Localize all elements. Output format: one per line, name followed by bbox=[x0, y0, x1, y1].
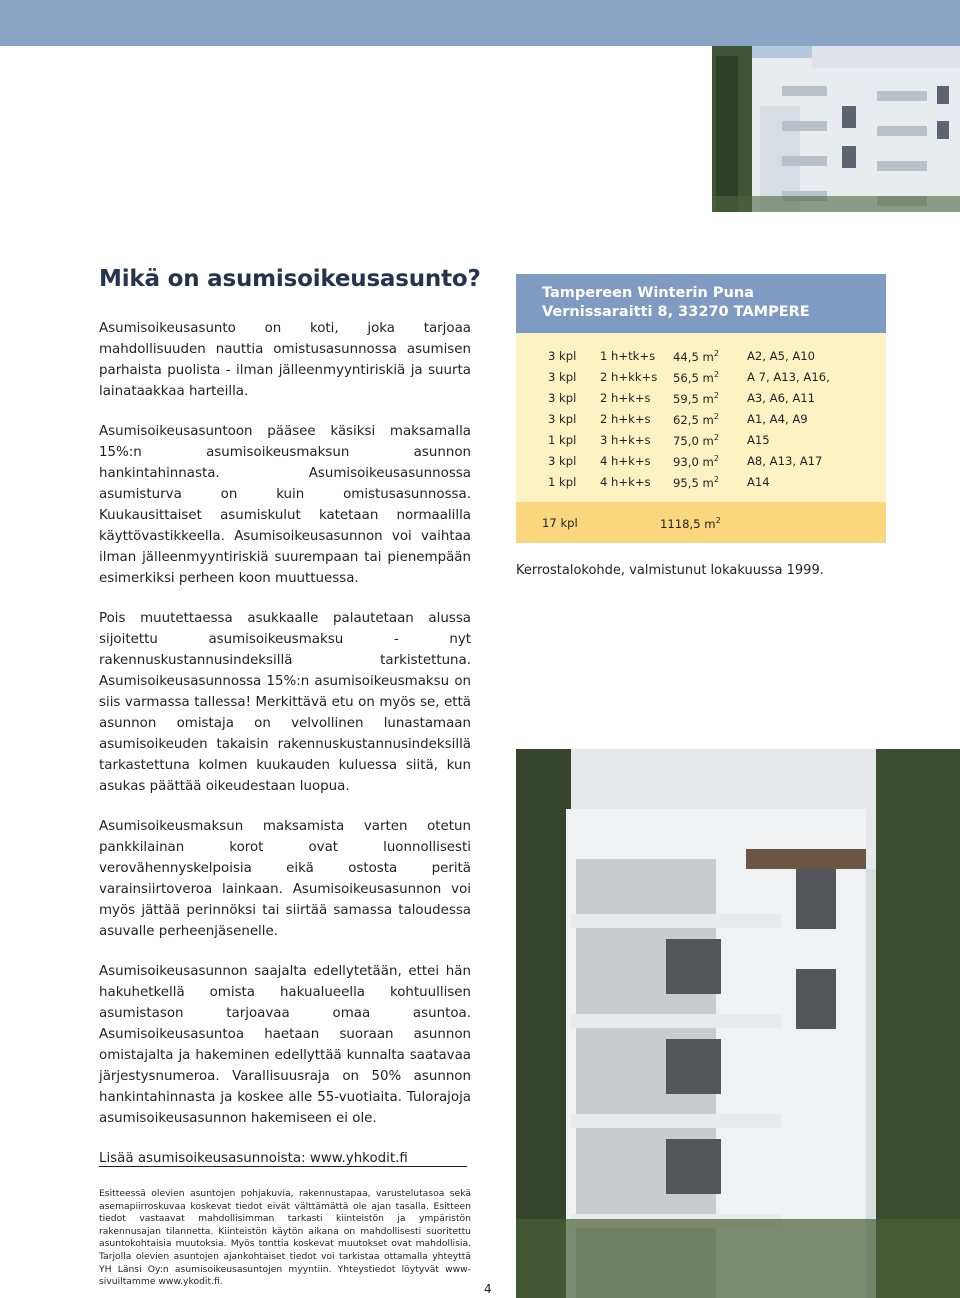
unit-type: 3 h+k+s bbox=[600, 432, 651, 447]
page-title: Mikä on asumisoikeusasunto? bbox=[99, 266, 481, 292]
property-caption: Kerrostalokohde, valmistunut lokakuussa 1999. bbox=[516, 563, 824, 578]
unit-row bbox=[516, 471, 886, 492]
paragraph-tax: Asumisoikeusmaksun maksamista varten otetun pankkilainan korot ovat luonnollisesti verovähennyskelpoisia eikä ostosta peritä varainsiirtoveroa lainkaan. Asumisoikeusasunnon voi myös jättää perinnöksi tai siirtää samassa taloudessa asuvalle perheenjäsenelle. bbox=[99, 819, 471, 939]
disclaimer-footnote: Esitteessä olevien asuntojen pohjakuvia, rakennustapaa, varustelutasoa sekä asemapiirroskuvaa koskevat tiedot eivät välttämättä ole ajan tasalla. Esitteen tiedot vastaavat mahdollisimman tarkasti kiinteistön ja ympäristön rakennusajan tilannetta. Kiinteistön käytön aikana on mahdollisesti suoritettu asuntokohtaisia muutoksia. Myös tonttia koskevat muutokset ovat mahdollisia. Tarjolla olevien asuntojen ajankohtaiset tiedot voi tarkistaa ottamalla yhteyttä YH Länsi Oy:n asumisoikeusasuntojen myyntiin. Yhteystiedot löytyvät www-sivuiltamme www.ykodit.fi. bbox=[99, 1188, 471, 1288]
unit-count: 3 kpl bbox=[548, 453, 577, 468]
top-color-band bbox=[0, 0, 960, 46]
unit-row bbox=[516, 366, 886, 387]
unit-type: 2 h+k+s bbox=[600, 390, 651, 405]
total-area: 1118,5 $m^2$ bbox=[660, 514, 721, 531]
unit-table bbox=[516, 333, 886, 502]
footnote-divider bbox=[99, 1166, 467, 1167]
unit-area: 44,5 $m^2$ bbox=[673, 347, 719, 364]
unit-area: 59,5 $m^2$ bbox=[673, 389, 719, 406]
paragraph-eligibility: Asumisoikeusasunnon saajalta edellytetään, ettei hän hakuhetkellä omista hakualueella kohtuullisen asumistason tarjoavaa omaa asuntoa. Asumisoikeusasuntoa haetaan suoraan asunnon omistajalta ja hakeminen edellyttää kunnalta saatavaa järjestysnumeroa. Varallisuusraja on 50% asunnon hankintahinnasta ja koskee alle 55-vuotiaita. Tulorajoja asumisoikeusasunnon hakemiseen ei ole. bbox=[99, 964, 471, 1126]
paragraph-intro: Asumisoikeusasunto on koti, joka tarjoaa mahdollisuuden nauttia omistusasunnossa asumisen parhaista puolista - ilman jälleenmyyntiriskiä ja suurta lainataakkaa harteilla. bbox=[99, 321, 471, 399]
unit-ids: A2, A5, A10 bbox=[747, 348, 816, 363]
unit-area: 93,0 $m^2$ bbox=[673, 452, 719, 469]
paragraph-moving-out: Pois muutettaessa asukkaalle palautetaan alussa sijoitettu asumisoikeusmaksu - nyt rakennuskustannusindeksillä tarkistettuna. Asumisoikeusasunnossa 15%:n asumisoikeusmaksu on siis varmassa tallessa! Merkittävä etu on myös se, että asunnon omistaja on velvollinen lunastamaan asumisoikeuden takaisin rakennuskustannusindeksillä tarkastettuna kolmen kuukauden kuluessa siitä, kun asukas päättää oikeudestaan luopua. bbox=[99, 611, 471, 794]
unit-row bbox=[516, 450, 886, 471]
unit-count: 3 kpl bbox=[548, 411, 577, 426]
unit-ids: A1, A4, A9 bbox=[747, 411, 808, 426]
unit-area: 56,5 $m^2$ bbox=[673, 368, 719, 385]
unit-type: 1 h+tk+s bbox=[600, 348, 656, 363]
unit-ids: A14 bbox=[747, 474, 770, 489]
unit-type: 2 h+kk+s bbox=[600, 369, 658, 384]
unit-ids: A8, A13, A17 bbox=[747, 453, 823, 468]
unit-count: 1 kpl bbox=[548, 432, 577, 447]
unit-area: 95,5 $m^2$ bbox=[673, 473, 719, 490]
unit-count: 1 kpl bbox=[548, 474, 577, 489]
unit-row bbox=[516, 429, 886, 450]
property-address: Vernissaraitti 8, 33270 TAMPERE bbox=[542, 304, 810, 320]
unit-ids: A 7, A13, A16, bbox=[747, 369, 830, 384]
unit-ids: A3, A6, A11 bbox=[747, 390, 816, 405]
unit-type: 4 h+k+s bbox=[600, 474, 651, 489]
building-photo-top bbox=[712, 46, 960, 212]
unit-count: 3 kpl bbox=[548, 369, 577, 384]
unit-row bbox=[516, 408, 886, 429]
unit-count: 3 kpl bbox=[548, 348, 577, 363]
article-body bbox=[99, 318, 471, 1188]
unit-row bbox=[516, 345, 886, 366]
page-number: 4 bbox=[484, 1282, 492, 1296]
unit-ids: A15 bbox=[747, 432, 770, 447]
property-header bbox=[516, 274, 886, 333]
unit-area: 75,0 $m^2$ bbox=[673, 431, 719, 448]
unit-count: 3 kpl bbox=[548, 390, 577, 405]
unit-area: 62,5 $m^2$ bbox=[673, 410, 719, 427]
unit-row bbox=[516, 387, 886, 408]
unit-type: 2 h+k+s bbox=[600, 411, 651, 426]
property-name: Tampereen Winterin Puna bbox=[542, 285, 754, 301]
more-info-link[interactable]: Lisää asumisoikeusasunnoista: www.yhkodit.fi bbox=[99, 1151, 408, 1166]
paragraph-fee: Asumisoikeusasuntoon pääsee käsiksi maksamalla 15%:n asumisoikeusmaksun asunnon hankintahinnasta. Asumisoikeusasunnossa asumisturva on kuin omistusasunnossa. Kuukausittaiset asumiskulut katetaan normaalilla käyttövastikkeella. Asumisoikeusasunnon voi vaihtaa ilman jälleenmyyntiriskiä suurempaan tai pienempään esimerkiksi perheen koon muuttuessa. bbox=[99, 424, 471, 586]
unit-total-row bbox=[516, 502, 886, 543]
building-photo-bottom bbox=[516, 749, 960, 1298]
unit-type: 4 h+k+s bbox=[600, 453, 651, 468]
total-count: 17 kpl bbox=[542, 515, 578, 530]
